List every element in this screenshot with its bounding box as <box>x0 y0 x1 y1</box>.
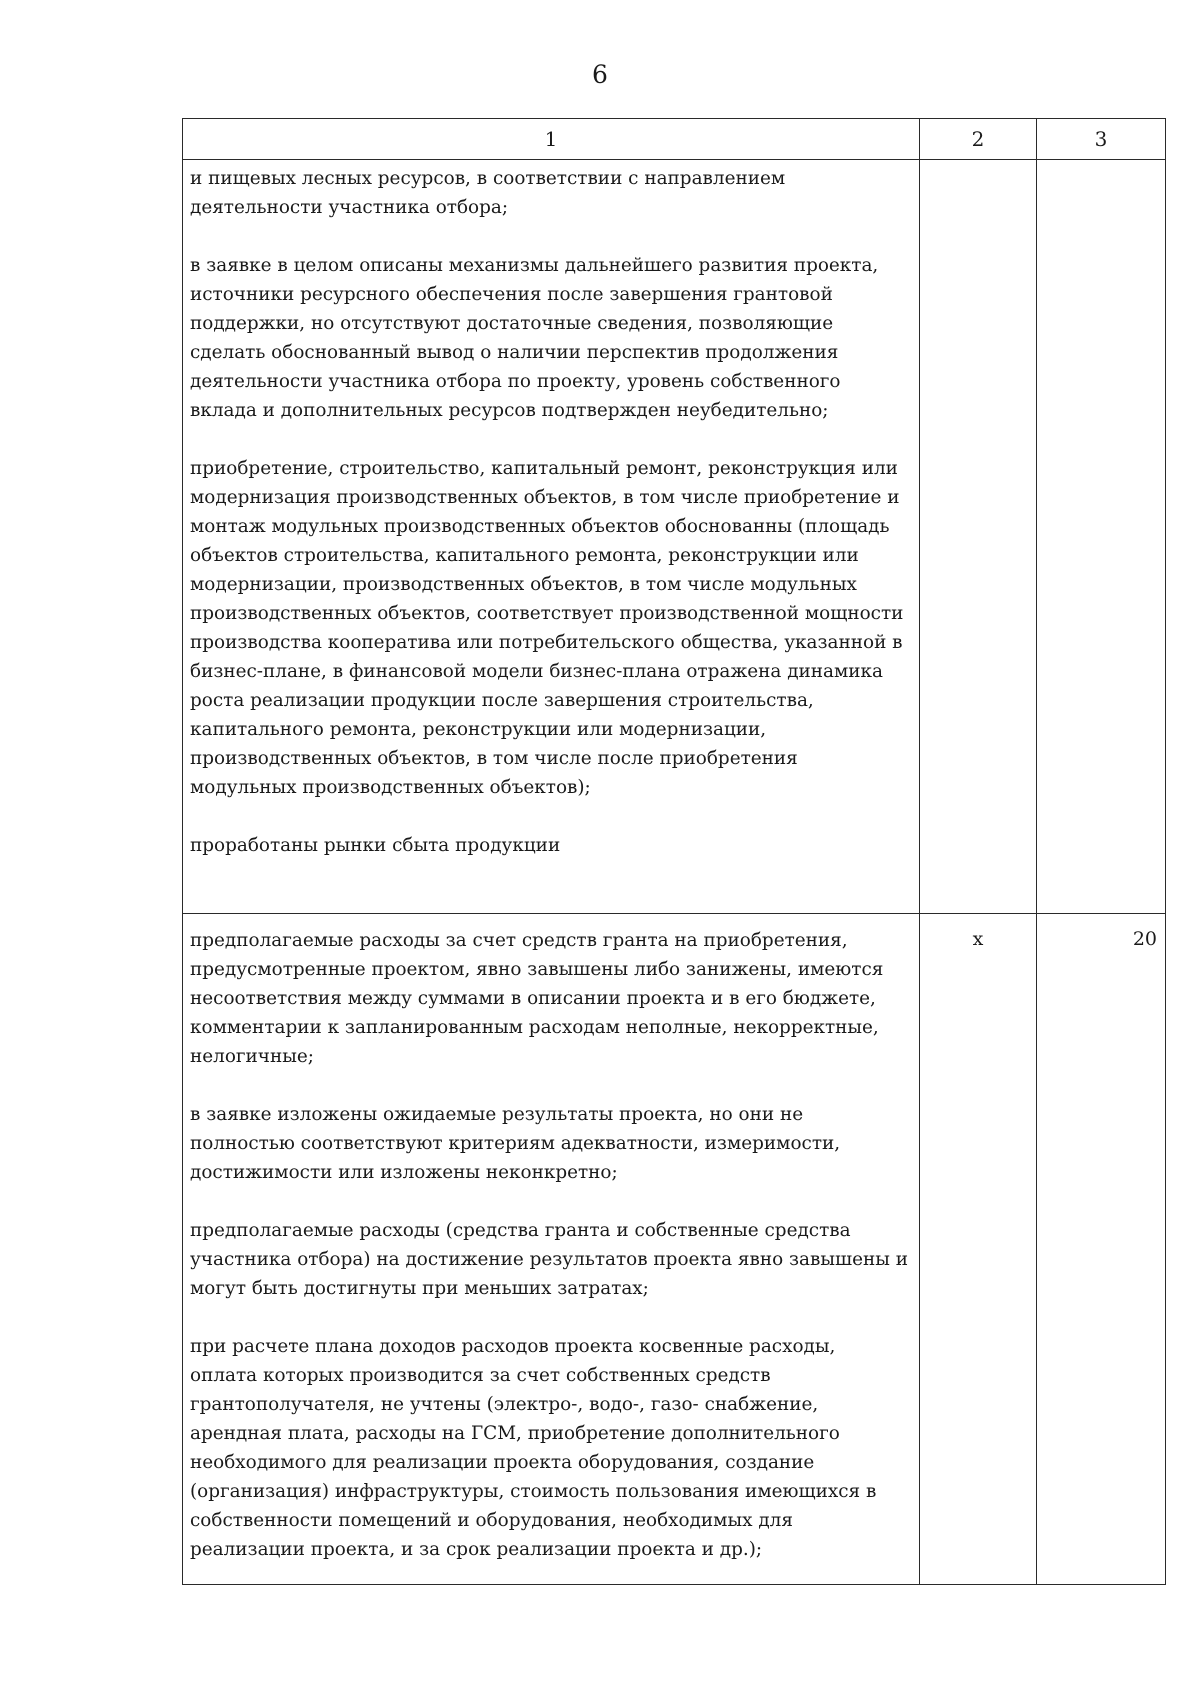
column-header-3: 3 <box>1037 119 1166 160</box>
table-header-row <box>183 119 1166 160</box>
criteria-paragraph: приобретение, строительство, капитальный ремонт, реконструкция или модернизация производственных объектов, в том числе приобретение и монтаж модульных производственных объектов обоснованны (площадь объектов строительства, капитального ремонта, реконструкции или модернизации, производственных объектов, в том числе модульных производственных объектов, соответствует производственной мощности производства кооператива или потребительского общества, указанной в бизнес-плане, в финансовой модели бизнес-плана отражена динамика роста реализации продукции после завершения строительства, капитального ремонта, реконструкции или модернизации, производственных объектов, в том числе после приобретения модульных производственных объектов); <box>190 458 904 798</box>
criteria-description-cell <box>183 160 920 914</box>
column-header-1: 1 <box>183 119 920 160</box>
table-row <box>183 160 1166 914</box>
column-header-2: 2 <box>920 119 1037 160</box>
criteria-paragraph: предполагаемые расходы (средства гранта и собственные средства участника отбора) на достижение результатов проекта явно завышены и могут быть достигнуты при меньших затратах; <box>190 1220 908 1299</box>
table-row <box>183 914 1166 1585</box>
column-3-cell <box>1037 160 1166 914</box>
criteria-paragraph: проработаны рынки сбыта продукции <box>190 835 561 856</box>
page-number: 6 <box>592 60 608 89</box>
criteria-table <box>182 118 1166 1585</box>
criteria-description-cell <box>183 914 920 1585</box>
column-2-cell <box>920 160 1037 914</box>
criteria-paragraph: предполагаемые расходы за счет средств гранта на приобретения, предусмотренные проектом, явно завышены либо занижены, имеются несоответствия между суммами в описании проекта и в его бюджете, комментарии к запланированным расходам неполные, некорректные, нелогичные; <box>190 930 884 1067</box>
column-2-cell: х <box>920 914 1037 1585</box>
criteria-paragraph: при расчете плана доходов расходов проекта косвенные расходы, оплата которых производится за счет собственных средств грантополучателя, не учтены (электро-, водо-, газо- снабжение, арендная плата, расходы на ГСМ, приобретение дополнительного необходимого для реализации проекта оборудования, создание (организация) инфраструктуры, стоимость пользования имеющихся в собственности помещений и оборудования, необходимых для реализации проекта, и за срок реализации проекта и др.); <box>190 1336 877 1560</box>
score-cell: 20 <box>1037 914 1166 1585</box>
criteria-paragraph: и пищевых лесных ресурсов, в соответствии с направлением деятельности участника отбора; <box>190 168 786 218</box>
criteria-paragraph: в заявке изложены ожидаемые результаты проекта, но они не полностью соответствуют критериям адекватности, измеримости, достижимости или изложены неконкретно; <box>190 1104 841 1183</box>
criteria-paragraph: в заявке в целом описаны механизмы дальнейшего развития проекта, источники ресурсного обеспечения после завершения грантовой поддержки, но отсутствуют достаточные сведения, позволяющие сделать обоснованный вывод о наличии перспектив продолжения деятельности участника отбора по проекту, уровень собственного вклада и дополнительных ресурсов подтвержден неубедительно; <box>190 255 879 421</box>
